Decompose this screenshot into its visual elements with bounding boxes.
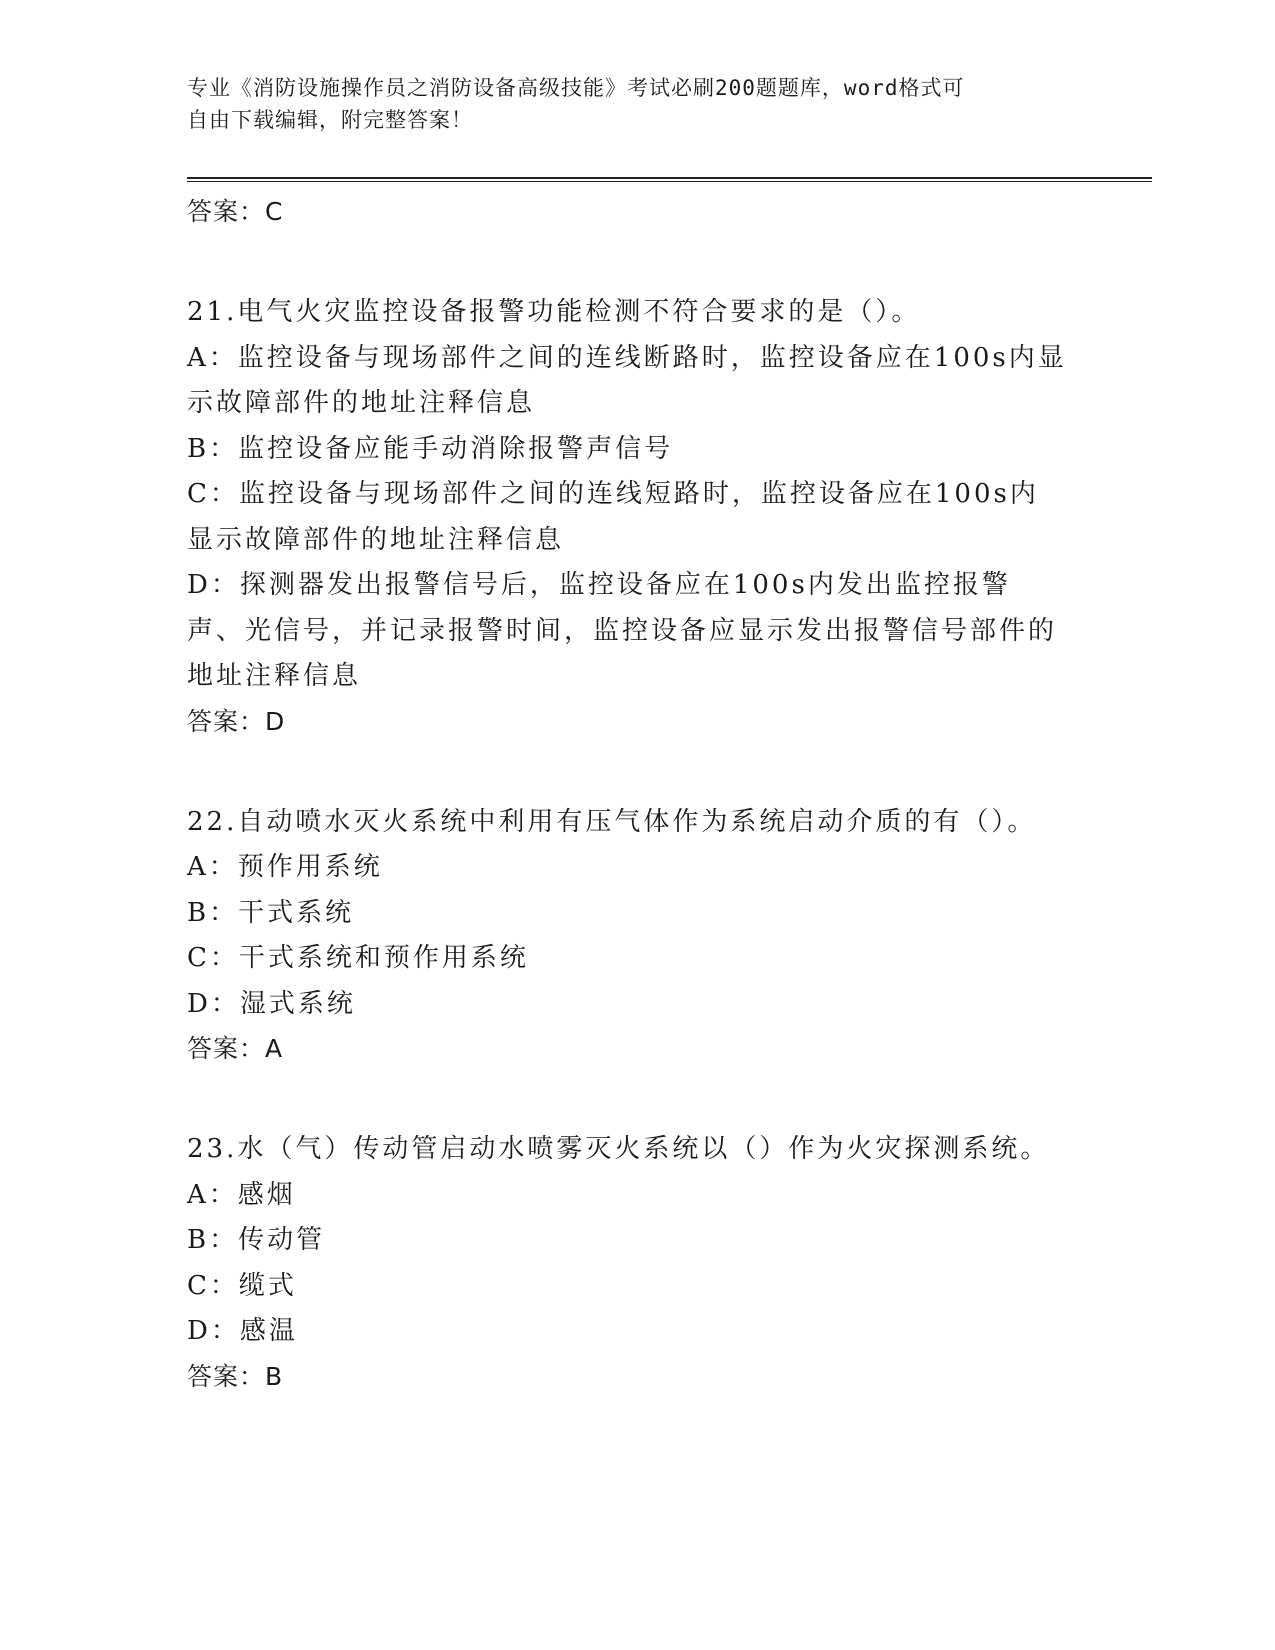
header-divider-thick: [187, 177, 1152, 179]
option-b: B：干式系统: [187, 897, 355, 928]
option-a: A：预作用系统: [187, 852, 383, 882]
question-block: [187, 800, 1067, 1072]
option-c: C：干式系统和预作用系统: [187, 943, 529, 973]
answer-line: 答案：B: [187, 1361, 284, 1391]
question-text: 22.自动喷水灭火系统中利用有压气体作为系统启动介质的有（）。: [187, 806, 1037, 837]
question-text: 23.水（气）传动管启动水喷雾灭火系统以（）作为火灾探测系统。: [187, 1134, 1050, 1164]
header-line-2: 自由下载编辑，附完整答案！: [187, 108, 473, 132]
option-a: A：感烟: [187, 1179, 296, 1210]
question-block: [187, 1127, 1067, 1399]
option-d: D：湿式系统: [187, 988, 356, 1019]
option-c: C：缆式: [187, 1270, 297, 1301]
question-block: [187, 290, 1067, 744]
question-text: 21.电气火灾监控设备报警功能检测不符合要求的是（）。: [187, 297, 921, 327]
option-d: D：探测器发出报警信号后，监控设备应在100s内发出监控报警声、光信号，并记录报警时间，监控设备应显示发出报警信号部件的地址注释信息: [187, 570, 1058, 691]
option-c: C：监控设备与现场部件之间的连线短路时，监控设备应在100s内显示故障部件的地址注释信息: [187, 479, 1039, 555]
option-b: B：监控设备应能手动消除报警声信号: [187, 433, 674, 464]
answer-line: 答案：D: [187, 706, 286, 736]
answer-line: 答案：C: [187, 197, 284, 226]
option-d: D：感温: [187, 1316, 298, 1346]
header-divider-thin: [187, 181, 1152, 182]
answer-line: 答案：A: [187, 1034, 284, 1063]
option-a: A：监控设备与现场部件之间的连线断路时，监控设备应在100s内显示故障部件的地址注释信息: [187, 342, 1067, 418]
question-list: [187, 190, 1067, 1399]
header-line-1: 专业《消防设施操作员之消防设备高级技能》考试必刷200题题库，word格式可: [187, 76, 965, 100]
option-b: B：传动管: [187, 1225, 326, 1255]
document-header: [187, 72, 1067, 136]
